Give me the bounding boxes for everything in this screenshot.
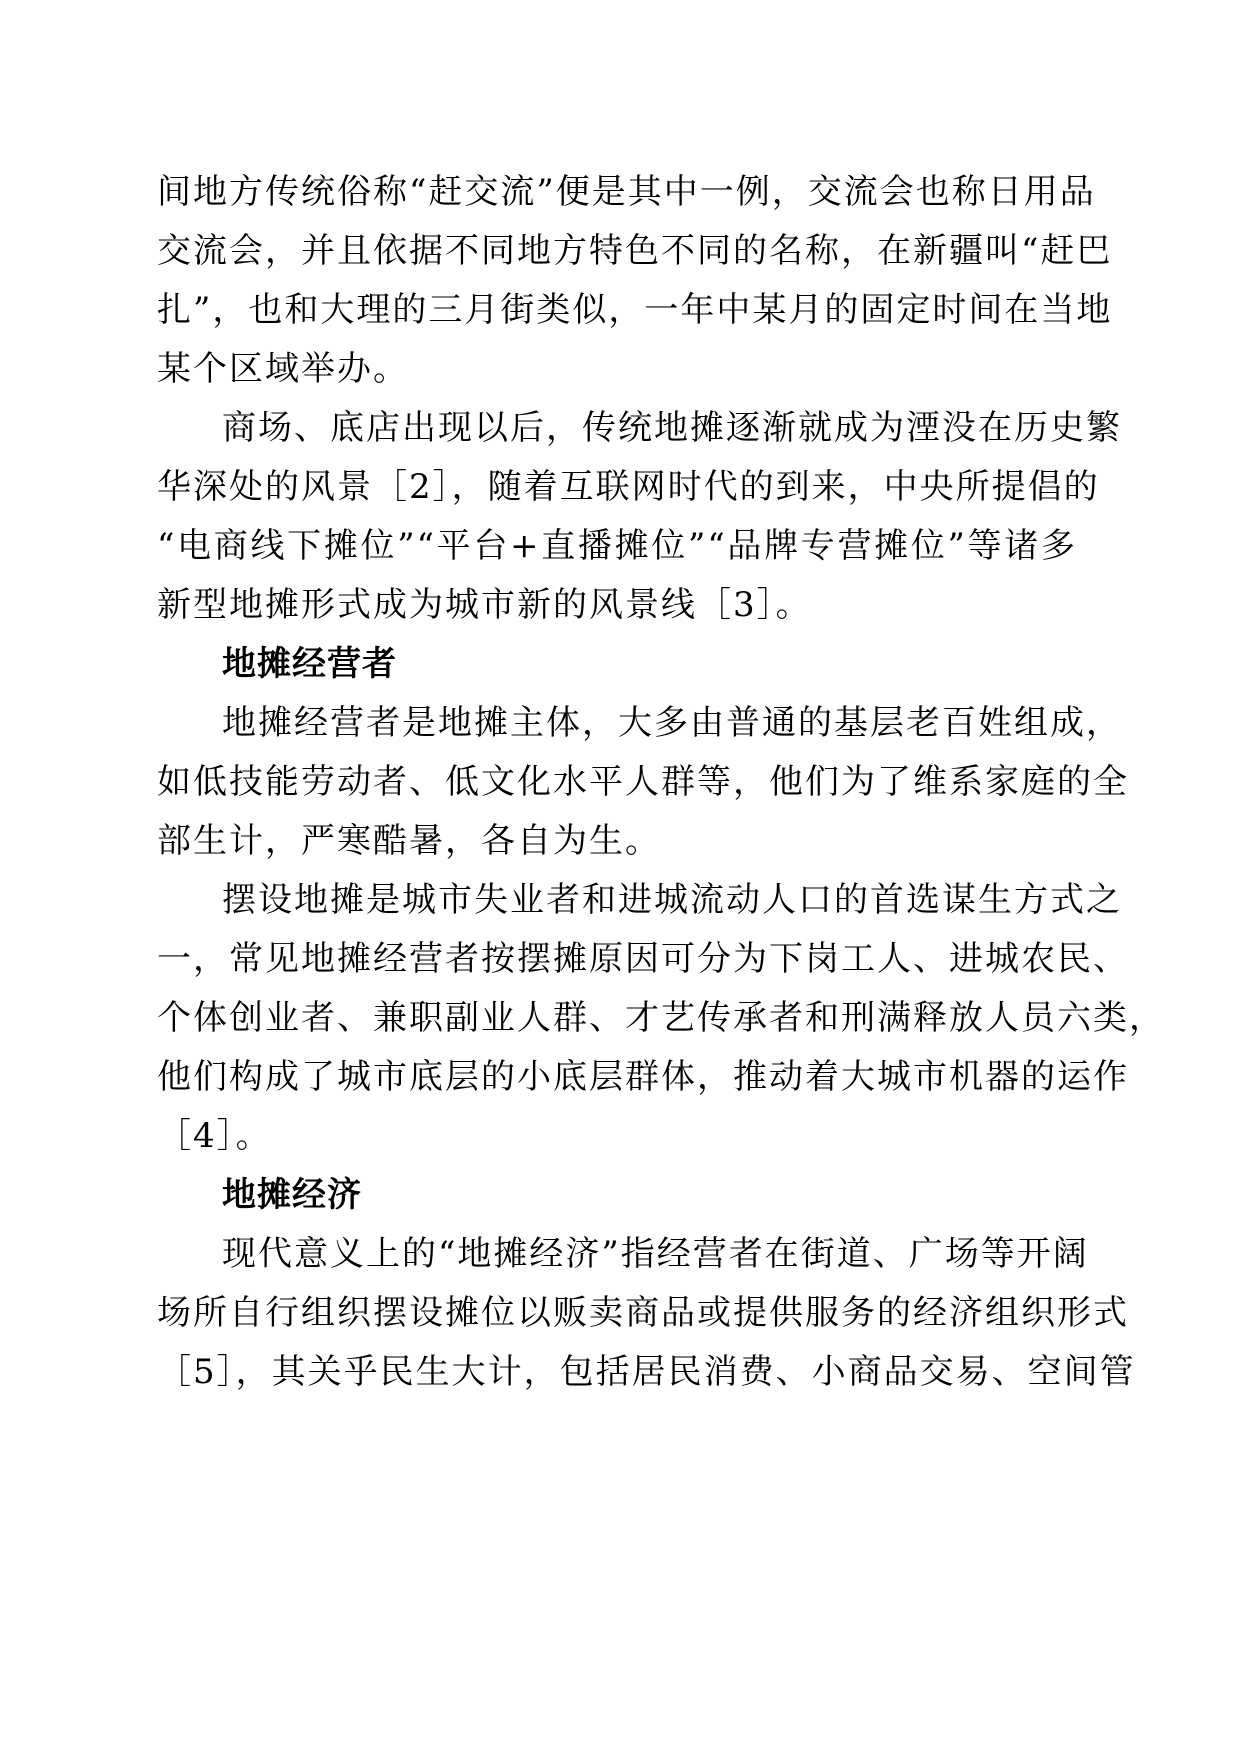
- paragraph-line: 如低技能劳动者、低文化水平人群等，他们为了维系家庭的全: [157, 762, 1129, 802]
- paragraph-line: 一，常见地摊经营者按摆摊原因可分为下岗工人、进城农民、: [157, 939, 1129, 979]
- paragraph-line: 新型地摊形式成为城市新的风景线［3］。: [157, 585, 812, 625]
- paragraph-line: 某个区域举办。: [157, 349, 409, 389]
- paragraph-line: 交流会，并且依据不同地方特色不同的名称，在新疆叫“赶巴: [157, 231, 1113, 271]
- section-heading: 地摊经营者: [222, 644, 397, 684]
- paragraph-line: 间地方传统俗称“赶交流”便是其中一例，交流会也称日用品: [157, 172, 1096, 212]
- paragraph-line: 个体创业者、兼职副业人群、才艺传承者和刑满释放人员六类，: [157, 998, 1165, 1038]
- paragraph-line: 部生计，严寒酷暑，各自为生。: [157, 821, 661, 861]
- paragraph-line: “电商线下摊位”“平台+直播摊位”“品牌专营摊位”等诸多: [157, 526, 1077, 566]
- section-heading: 地摊经济: [222, 1175, 362, 1215]
- paragraph-line: 地摊经营者是地摊主体，大多由普通的基层老百姓组成，: [222, 703, 1122, 743]
- paragraph-line: ［5］，其关乎民生大计，包括居民消费、小商品交易、空间管: [157, 1352, 1136, 1392]
- paragraph-line: 场所自行组织摆设摊位以贩卖商品或提供服务的经济组织形式: [157, 1293, 1129, 1333]
- paragraph-line: 摆设地摊是城市失业者和进城流动人口的首选谋生方式之: [222, 880, 1122, 920]
- paragraph-line: 扎”，也和大理的三月街类似，一年中某月的固定时间在当地: [157, 290, 1113, 330]
- paragraph-line: 他们构成了城市底层的小底层群体，推动着大城市机器的运作: [157, 1057, 1129, 1097]
- paragraph-line: 商场、底店出现以后，传统地摊逐渐就成为湮没在历史繁: [222, 408, 1122, 448]
- paragraph-line: ［4］。: [157, 1116, 272, 1156]
- paragraph-line: 现代意义上的“地摊经济”指经营者在街道、广场等开阔: [222, 1234, 1089, 1274]
- paragraph-line: 华深处的风景［2］，随着互联网时代的到来，中央所提倡的: [157, 467, 1100, 507]
